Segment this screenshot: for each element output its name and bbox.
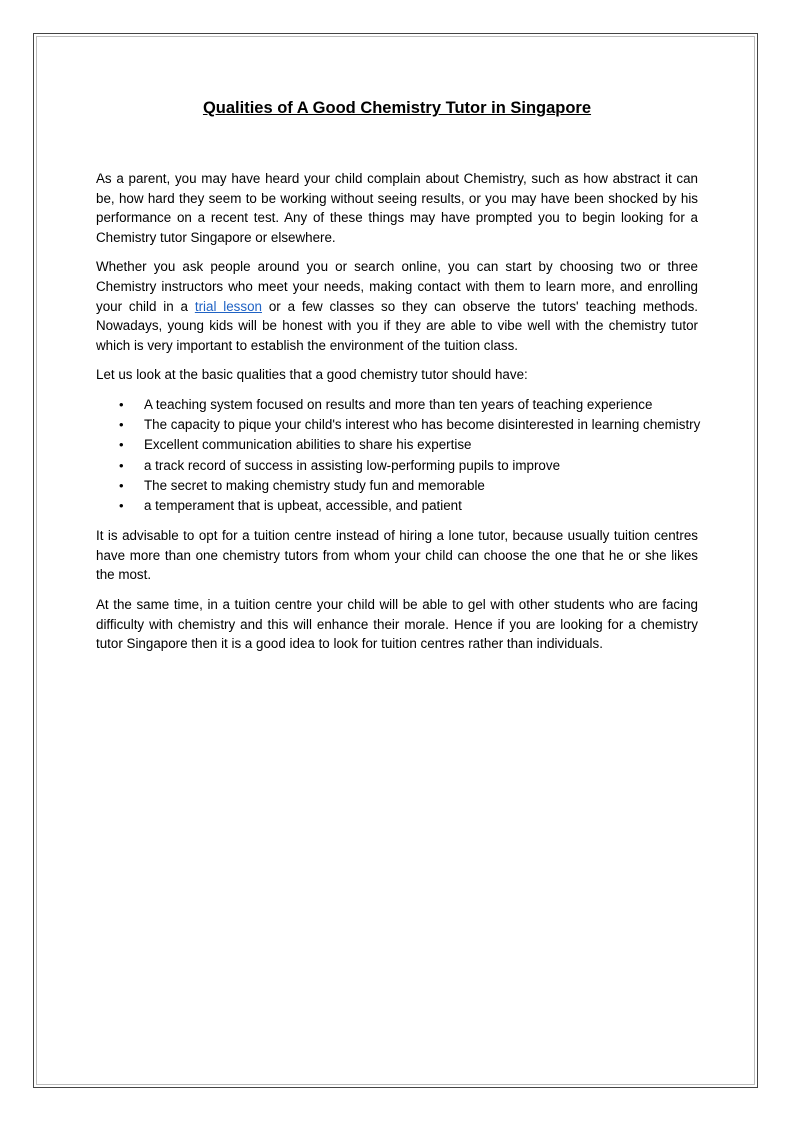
list-item: • The secret to making chemistry study fun and memorable xyxy=(144,476,698,496)
document-body xyxy=(96,97,701,664)
paragraph-conclusion: At the same time, in a tuition centre your child will be able to gel with other students who are facing difficulty with chemistry and this will enhance their morale. Hence if you are looking for a chemistry tutor Singapore then it is a good idea to look for tuition centres rather than individuals. xyxy=(96,596,698,652)
paragraph-text-before-link: Whether you ask people around you or search online, you can start by choosing two or three Chemistry instructors who meet your needs, making contact with them to learn more, and enrolling your child in a xyxy=(96,259,698,314)
paragraph-intro: As a parent, you may have heard your child complain about Chemistry, such as how abstract it can be, how hard they seem to be working without seeing results, or you may have been shocked by his performance on a recent test. Any of these things may have prompted you to begin looking for a Chemistry tutor Singapore or elsewhere. xyxy=(96,171,698,245)
list-item: • a track record of success in assisting low-performing pupils to improve xyxy=(144,456,698,476)
bullet-icon: • xyxy=(119,477,124,493)
bullet-icon: • xyxy=(119,417,124,433)
list-item: • a temperament that is upbeat, accessible, and patient xyxy=(144,496,698,516)
bullet-icon: • xyxy=(119,497,124,513)
list-intro: Let us look at the basic qualities that a good chemistry tutor should have: xyxy=(96,367,528,383)
bullet-icon: • xyxy=(119,457,124,473)
qualities-list xyxy=(96,395,701,516)
paragraph-trial-lesson xyxy=(96,257,698,355)
paragraph-tuition-centre: It is advisable to opt for a tuition centre instead of hiring a lone tutor, because usually tuition centres have more than one chemistry tutors from whom your child can choose the one that he or she likes the most. xyxy=(96,528,698,583)
bullet-icon: • xyxy=(119,437,124,453)
paragraph-text-after-link: or a few classes so they can observe the tutors' teaching methods. Nowadays, young kids will be honest with you if they are able to vibe well with the chemistry tutor which is very important to establish the environment of the tuition class. xyxy=(96,298,698,353)
list-item: • A teaching system focused on results and more than ten years of teaching experience xyxy=(144,395,698,415)
list-item: • The capacity to pique your child's interest who has become disinterested in learning chemistry xyxy=(144,415,698,435)
page-title: Qualities of A Good Chemistry Tutor in Singapore xyxy=(202,99,592,117)
list-item: • Excellent communication abilities to share his expertise xyxy=(144,435,698,455)
bullet-icon: • xyxy=(119,396,124,412)
trial-lesson-link[interactable]: trial lesson xyxy=(194,298,262,314)
